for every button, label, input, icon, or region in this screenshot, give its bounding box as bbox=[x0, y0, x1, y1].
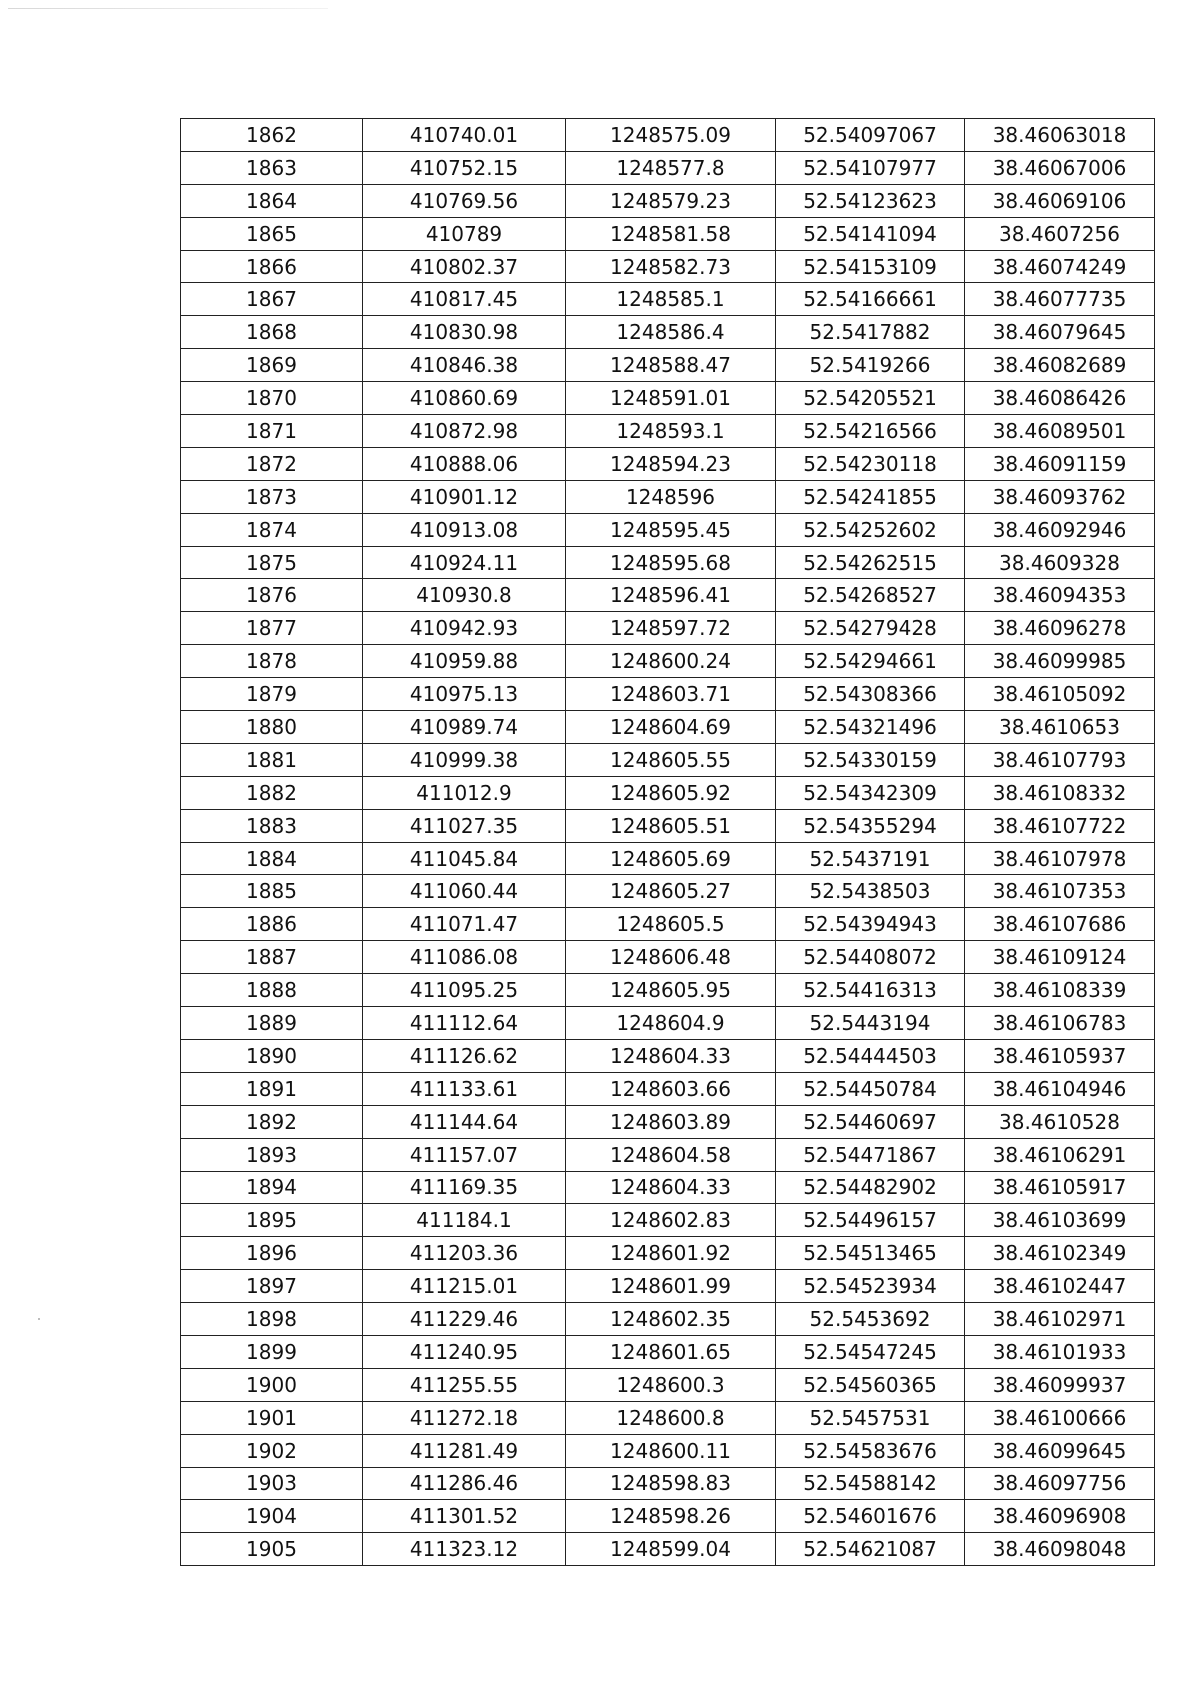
northing-cell: 1248586.4 bbox=[566, 316, 776, 349]
latitude-cell: 38.46077735 bbox=[965, 283, 1155, 316]
latitude-cell: 38.4610653 bbox=[965, 711, 1155, 744]
table-row bbox=[181, 1138, 1155, 1171]
table-row bbox=[181, 1237, 1155, 1270]
latitude-cell: 38.46096908 bbox=[965, 1500, 1155, 1533]
latitude-cell: 38.46099937 bbox=[965, 1368, 1155, 1401]
latitude-cell: 38.46086426 bbox=[965, 382, 1155, 415]
table-row bbox=[181, 316, 1155, 349]
northing-cell: 1248600.24 bbox=[566, 645, 776, 678]
northing-cell: 1248605.55 bbox=[566, 743, 776, 776]
longitude-cell: 52.5457531 bbox=[776, 1401, 965, 1434]
latitude-cell: 38.46098048 bbox=[965, 1533, 1155, 1566]
easting-cell: 410769.56 bbox=[363, 184, 566, 217]
northing-cell: 1248595.68 bbox=[566, 546, 776, 579]
table-row bbox=[181, 1204, 1155, 1237]
easting-cell: 411301.52 bbox=[363, 1500, 566, 1533]
easting-cell: 410975.13 bbox=[363, 678, 566, 711]
easting-cell: 410872.98 bbox=[363, 415, 566, 448]
easting-cell: 410860.69 bbox=[363, 382, 566, 415]
easting-cell: 410999.38 bbox=[363, 743, 566, 776]
longitude-cell: 52.54241855 bbox=[776, 480, 965, 513]
scan-artifact bbox=[8, 8, 328, 9]
northing-cell: 1248602.83 bbox=[566, 1204, 776, 1237]
point-number-cell: 1896 bbox=[181, 1237, 363, 1270]
point-number-cell: 1886 bbox=[181, 908, 363, 941]
point-number-cell: 1862 bbox=[181, 119, 363, 152]
longitude-cell: 52.54513465 bbox=[776, 1237, 965, 1270]
table-row bbox=[181, 1270, 1155, 1303]
easting-cell: 411144.64 bbox=[363, 1105, 566, 1138]
longitude-cell: 52.54230118 bbox=[776, 447, 965, 480]
latitude-cell: 38.46082689 bbox=[965, 349, 1155, 382]
latitude-cell: 38.46107793 bbox=[965, 743, 1155, 776]
table-row bbox=[181, 743, 1155, 776]
table-row bbox=[181, 1467, 1155, 1500]
longitude-cell: 52.54166661 bbox=[776, 283, 965, 316]
point-number-cell: 1902 bbox=[181, 1434, 363, 1467]
point-number-cell: 1879 bbox=[181, 678, 363, 711]
table-row bbox=[181, 1500, 1155, 1533]
latitude-cell: 38.46104946 bbox=[965, 1072, 1155, 1105]
latitude-cell: 38.46063018 bbox=[965, 119, 1155, 152]
table-row bbox=[181, 250, 1155, 283]
table-row bbox=[181, 711, 1155, 744]
table-row bbox=[181, 1533, 1155, 1566]
latitude-cell: 38.46105092 bbox=[965, 678, 1155, 711]
easting-cell: 411229.46 bbox=[363, 1303, 566, 1336]
easting-cell: 411086.08 bbox=[363, 941, 566, 974]
table-row bbox=[181, 480, 1155, 513]
table-row bbox=[181, 349, 1155, 382]
table-row bbox=[181, 1368, 1155, 1401]
northing-cell: 1248595.45 bbox=[566, 513, 776, 546]
northing-cell: 1248585.1 bbox=[566, 283, 776, 316]
table-row bbox=[181, 546, 1155, 579]
table-row bbox=[181, 809, 1155, 842]
northing-cell: 1248604.33 bbox=[566, 1039, 776, 1072]
longitude-cell: 52.54097067 bbox=[776, 119, 965, 152]
northing-cell: 1248600.3 bbox=[566, 1368, 776, 1401]
northing-cell: 1248598.83 bbox=[566, 1467, 776, 1500]
longitude-cell: 52.54294661 bbox=[776, 645, 965, 678]
latitude-cell: 38.46105937 bbox=[965, 1039, 1155, 1072]
latitude-cell: 38.46074249 bbox=[965, 250, 1155, 283]
latitude-cell: 38.46107353 bbox=[965, 875, 1155, 908]
latitude-cell: 38.46103699 bbox=[965, 1204, 1155, 1237]
easting-cell: 411169.35 bbox=[363, 1171, 566, 1204]
point-number-cell: 1899 bbox=[181, 1335, 363, 1368]
longitude-cell: 52.54444503 bbox=[776, 1039, 965, 1072]
easting-cell: 410830.98 bbox=[363, 316, 566, 349]
easting-cell: 411215.01 bbox=[363, 1270, 566, 1303]
longitude-cell: 52.54394943 bbox=[776, 908, 965, 941]
northing-cell: 1248596 bbox=[566, 480, 776, 513]
latitude-cell: 38.46108332 bbox=[965, 776, 1155, 809]
latitude-cell: 38.46105917 bbox=[965, 1171, 1155, 1204]
table-row bbox=[181, 1105, 1155, 1138]
table-row bbox=[181, 1007, 1155, 1040]
table-row bbox=[181, 513, 1155, 546]
northing-cell: 1248605.5 bbox=[566, 908, 776, 941]
northing-cell: 1248581.58 bbox=[566, 217, 776, 250]
latitude-cell: 38.46099985 bbox=[965, 645, 1155, 678]
easting-cell: 410913.08 bbox=[363, 513, 566, 546]
easting-cell: 411184.1 bbox=[363, 1204, 566, 1237]
point-number-cell: 1898 bbox=[181, 1303, 363, 1336]
latitude-cell: 38.46108339 bbox=[965, 974, 1155, 1007]
northing-cell: 1248594.23 bbox=[566, 447, 776, 480]
latitude-cell: 38.4609328 bbox=[965, 546, 1155, 579]
easting-cell: 410740.01 bbox=[363, 119, 566, 152]
table-row bbox=[181, 217, 1155, 250]
easting-cell: 411286.46 bbox=[363, 1467, 566, 1500]
point-number-cell: 1890 bbox=[181, 1039, 363, 1072]
longitude-cell: 52.54268527 bbox=[776, 579, 965, 612]
table-row bbox=[181, 579, 1155, 612]
northing-cell: 1248603.89 bbox=[566, 1105, 776, 1138]
latitude-cell: 38.46106783 bbox=[965, 1007, 1155, 1040]
latitude-cell: 38.46106291 bbox=[965, 1138, 1155, 1171]
northing-cell: 1248605.69 bbox=[566, 842, 776, 875]
northing-cell: 1248582.73 bbox=[566, 250, 776, 283]
table-row bbox=[181, 875, 1155, 908]
easting-cell: 410930.8 bbox=[363, 579, 566, 612]
northing-cell: 1248606.48 bbox=[566, 941, 776, 974]
easting-cell: 410959.88 bbox=[363, 645, 566, 678]
longitude-cell: 52.54450784 bbox=[776, 1072, 965, 1105]
table-row bbox=[181, 678, 1155, 711]
northing-cell: 1248601.92 bbox=[566, 1237, 776, 1270]
point-number-cell: 1866 bbox=[181, 250, 363, 283]
easting-cell: 410802.37 bbox=[363, 250, 566, 283]
point-number-cell: 1892 bbox=[181, 1105, 363, 1138]
point-number-cell: 1885 bbox=[181, 875, 363, 908]
point-number-cell: 1893 bbox=[181, 1138, 363, 1171]
easting-cell: 410989.74 bbox=[363, 711, 566, 744]
easting-cell: 410817.45 bbox=[363, 283, 566, 316]
point-number-cell: 1889 bbox=[181, 1007, 363, 1040]
longitude-cell: 52.54141094 bbox=[776, 217, 965, 250]
latitude-cell: 38.4610528 bbox=[965, 1105, 1155, 1138]
easting-cell: 411071.47 bbox=[363, 908, 566, 941]
longitude-cell: 52.54153109 bbox=[776, 250, 965, 283]
longitude-cell: 52.5419266 bbox=[776, 349, 965, 382]
point-number-cell: 1891 bbox=[181, 1072, 363, 1105]
latitude-cell: 38.46097756 bbox=[965, 1467, 1155, 1500]
table-row bbox=[181, 908, 1155, 941]
easting-cell: 411012.9 bbox=[363, 776, 566, 809]
northing-cell: 1248603.66 bbox=[566, 1072, 776, 1105]
point-number-cell: 1881 bbox=[181, 743, 363, 776]
northing-cell: 1248605.95 bbox=[566, 974, 776, 1007]
table-row bbox=[181, 447, 1155, 480]
point-number-cell: 1883 bbox=[181, 809, 363, 842]
northing-cell: 1248604.69 bbox=[566, 711, 776, 744]
scan-artifact bbox=[38, 1318, 40, 1320]
longitude-cell: 52.54279428 bbox=[776, 612, 965, 645]
easting-cell: 411095.25 bbox=[363, 974, 566, 1007]
northing-cell: 1248602.35 bbox=[566, 1303, 776, 1336]
latitude-cell: 38.46067006 bbox=[965, 151, 1155, 184]
easting-cell: 411203.36 bbox=[363, 1237, 566, 1270]
longitude-cell: 52.54583676 bbox=[776, 1434, 965, 1467]
latitude-cell: 38.46107722 bbox=[965, 809, 1155, 842]
latitude-cell: 38.4607256 bbox=[965, 217, 1155, 250]
latitude-cell: 38.46107978 bbox=[965, 842, 1155, 875]
easting-cell: 411255.55 bbox=[363, 1368, 566, 1401]
northing-cell: 1248596.41 bbox=[566, 579, 776, 612]
easting-cell: 411157.07 bbox=[363, 1138, 566, 1171]
coordinates-table bbox=[180, 118, 1155, 1566]
point-number-cell: 1873 bbox=[181, 480, 363, 513]
point-number-cell: 1903 bbox=[181, 1467, 363, 1500]
point-number-cell: 1874 bbox=[181, 513, 363, 546]
latitude-cell: 38.46091159 bbox=[965, 447, 1155, 480]
point-number-cell: 1867 bbox=[181, 283, 363, 316]
longitude-cell: 52.54588142 bbox=[776, 1467, 965, 1500]
longitude-cell: 52.54123623 bbox=[776, 184, 965, 217]
table-row bbox=[181, 1303, 1155, 1336]
longitude-cell: 52.54205521 bbox=[776, 382, 965, 415]
table-row bbox=[181, 1171, 1155, 1204]
longitude-cell: 52.5437191 bbox=[776, 842, 965, 875]
northing-cell: 1248591.01 bbox=[566, 382, 776, 415]
northing-cell: 1248599.04 bbox=[566, 1533, 776, 1566]
point-number-cell: 1876 bbox=[181, 579, 363, 612]
table-row bbox=[181, 184, 1155, 217]
easting-cell: 411133.61 bbox=[363, 1072, 566, 1105]
easting-cell: 411112.64 bbox=[363, 1007, 566, 1040]
longitude-cell: 52.54342309 bbox=[776, 776, 965, 809]
northing-cell: 1248603.71 bbox=[566, 678, 776, 711]
northing-cell: 1248579.23 bbox=[566, 184, 776, 217]
point-number-cell: 1887 bbox=[181, 941, 363, 974]
point-number-cell: 1897 bbox=[181, 1270, 363, 1303]
table-row bbox=[181, 645, 1155, 678]
latitude-cell: 38.46069106 bbox=[965, 184, 1155, 217]
table-row bbox=[181, 1335, 1155, 1368]
point-number-cell: 1904 bbox=[181, 1500, 363, 1533]
longitude-cell: 52.54621087 bbox=[776, 1533, 965, 1566]
northing-cell: 1248605.27 bbox=[566, 875, 776, 908]
easting-cell: 410789 bbox=[363, 217, 566, 250]
northing-cell: 1248601.99 bbox=[566, 1270, 776, 1303]
easting-cell: 411272.18 bbox=[363, 1401, 566, 1434]
longitude-cell: 52.54523934 bbox=[776, 1270, 965, 1303]
northing-cell: 1248597.72 bbox=[566, 612, 776, 645]
northing-cell: 1248604.33 bbox=[566, 1171, 776, 1204]
easting-cell: 410942.93 bbox=[363, 612, 566, 645]
longitude-cell: 52.54547245 bbox=[776, 1335, 965, 1368]
longitude-cell: 52.54601676 bbox=[776, 1500, 965, 1533]
table-row bbox=[181, 941, 1155, 974]
longitude-cell: 52.54560365 bbox=[776, 1368, 965, 1401]
longitude-cell: 52.54482902 bbox=[776, 1171, 965, 1204]
longitude-cell: 52.5438503 bbox=[776, 875, 965, 908]
point-number-cell: 1880 bbox=[181, 711, 363, 744]
table-row bbox=[181, 1401, 1155, 1434]
latitude-cell: 38.46092946 bbox=[965, 513, 1155, 546]
latitude-cell: 38.46079645 bbox=[965, 316, 1155, 349]
easting-cell: 411060.44 bbox=[363, 875, 566, 908]
easting-cell: 410752.15 bbox=[363, 151, 566, 184]
latitude-cell: 38.46102971 bbox=[965, 1303, 1155, 1336]
point-number-cell: 1905 bbox=[181, 1533, 363, 1566]
point-number-cell: 1901 bbox=[181, 1401, 363, 1434]
point-number-cell: 1900 bbox=[181, 1368, 363, 1401]
northing-cell: 1248601.65 bbox=[566, 1335, 776, 1368]
easting-cell: 411045.84 bbox=[363, 842, 566, 875]
longitude-cell: 52.54416313 bbox=[776, 974, 965, 1007]
easting-cell: 411027.35 bbox=[363, 809, 566, 842]
point-number-cell: 1863 bbox=[181, 151, 363, 184]
table-row bbox=[181, 974, 1155, 1007]
longitude-cell: 52.54408072 bbox=[776, 941, 965, 974]
northing-cell: 1248577.8 bbox=[566, 151, 776, 184]
longitude-cell: 52.54216566 bbox=[776, 415, 965, 448]
northing-cell: 1248604.58 bbox=[566, 1138, 776, 1171]
longitude-cell: 52.54107977 bbox=[776, 151, 965, 184]
northing-cell: 1248598.26 bbox=[566, 1500, 776, 1533]
latitude-cell: 38.46100666 bbox=[965, 1401, 1155, 1434]
latitude-cell: 38.46099645 bbox=[965, 1434, 1155, 1467]
point-number-cell: 1878 bbox=[181, 645, 363, 678]
easting-cell: 411281.49 bbox=[363, 1434, 566, 1467]
easting-cell: 410924.11 bbox=[363, 546, 566, 579]
longitude-cell: 52.54460697 bbox=[776, 1105, 965, 1138]
point-number-cell: 1882 bbox=[181, 776, 363, 809]
longitude-cell: 52.54321496 bbox=[776, 711, 965, 744]
longitude-cell: 52.5417882 bbox=[776, 316, 965, 349]
northing-cell: 1248600.11 bbox=[566, 1434, 776, 1467]
table-row bbox=[181, 382, 1155, 415]
latitude-cell: 38.46109124 bbox=[965, 941, 1155, 974]
longitude-cell: 52.54496157 bbox=[776, 1204, 965, 1237]
latitude-cell: 38.46107686 bbox=[965, 908, 1155, 941]
longitude-cell: 52.54252602 bbox=[776, 513, 965, 546]
point-number-cell: 1870 bbox=[181, 382, 363, 415]
table-row bbox=[181, 415, 1155, 448]
point-number-cell: 1869 bbox=[181, 349, 363, 382]
point-number-cell: 1888 bbox=[181, 974, 363, 1007]
northing-cell: 1248575.09 bbox=[566, 119, 776, 152]
latitude-cell: 38.46096278 bbox=[965, 612, 1155, 645]
latitude-cell: 38.46089501 bbox=[965, 415, 1155, 448]
point-number-cell: 1872 bbox=[181, 447, 363, 480]
point-number-cell: 1884 bbox=[181, 842, 363, 875]
table-row bbox=[181, 1072, 1155, 1105]
easting-cell: 411240.95 bbox=[363, 1335, 566, 1368]
northing-cell: 1248593.1 bbox=[566, 415, 776, 448]
northing-cell: 1248605.92 bbox=[566, 776, 776, 809]
point-number-cell: 1864 bbox=[181, 184, 363, 217]
point-number-cell: 1868 bbox=[181, 316, 363, 349]
table-row bbox=[181, 1434, 1155, 1467]
table-row bbox=[181, 283, 1155, 316]
longitude-cell: 52.54355294 bbox=[776, 809, 965, 842]
northing-cell: 1248588.47 bbox=[566, 349, 776, 382]
point-number-cell: 1875 bbox=[181, 546, 363, 579]
easting-cell: 411126.62 bbox=[363, 1039, 566, 1072]
table-row bbox=[181, 1039, 1155, 1072]
table-row bbox=[181, 119, 1155, 152]
table-row bbox=[181, 151, 1155, 184]
easting-cell: 411323.12 bbox=[363, 1533, 566, 1566]
point-number-cell: 1877 bbox=[181, 612, 363, 645]
latitude-cell: 38.46101933 bbox=[965, 1335, 1155, 1368]
easting-cell: 410901.12 bbox=[363, 480, 566, 513]
longitude-cell: 52.5443194 bbox=[776, 1007, 965, 1040]
longitude-cell: 52.54471867 bbox=[776, 1138, 965, 1171]
table-row bbox=[181, 842, 1155, 875]
point-number-cell: 1895 bbox=[181, 1204, 363, 1237]
easting-cell: 410888.06 bbox=[363, 447, 566, 480]
point-number-cell: 1894 bbox=[181, 1171, 363, 1204]
longitude-cell: 52.54330159 bbox=[776, 743, 965, 776]
table-row bbox=[181, 612, 1155, 645]
latitude-cell: 38.46093762 bbox=[965, 480, 1155, 513]
coordinates-table-body bbox=[181, 119, 1155, 1566]
latitude-cell: 38.46102447 bbox=[965, 1270, 1155, 1303]
table-row bbox=[181, 776, 1155, 809]
point-number-cell: 1865 bbox=[181, 217, 363, 250]
easting-cell: 410846.38 bbox=[363, 349, 566, 382]
northing-cell: 1248605.51 bbox=[566, 809, 776, 842]
longitude-cell: 52.54308366 bbox=[776, 678, 965, 711]
point-number-cell: 1871 bbox=[181, 415, 363, 448]
northing-cell: 1248604.9 bbox=[566, 1007, 776, 1040]
longitude-cell: 52.54262515 bbox=[776, 546, 965, 579]
latitude-cell: 38.46094353 bbox=[965, 579, 1155, 612]
longitude-cell: 52.5453692 bbox=[776, 1303, 965, 1336]
latitude-cell: 38.46102349 bbox=[965, 1237, 1155, 1270]
northing-cell: 1248600.8 bbox=[566, 1401, 776, 1434]
